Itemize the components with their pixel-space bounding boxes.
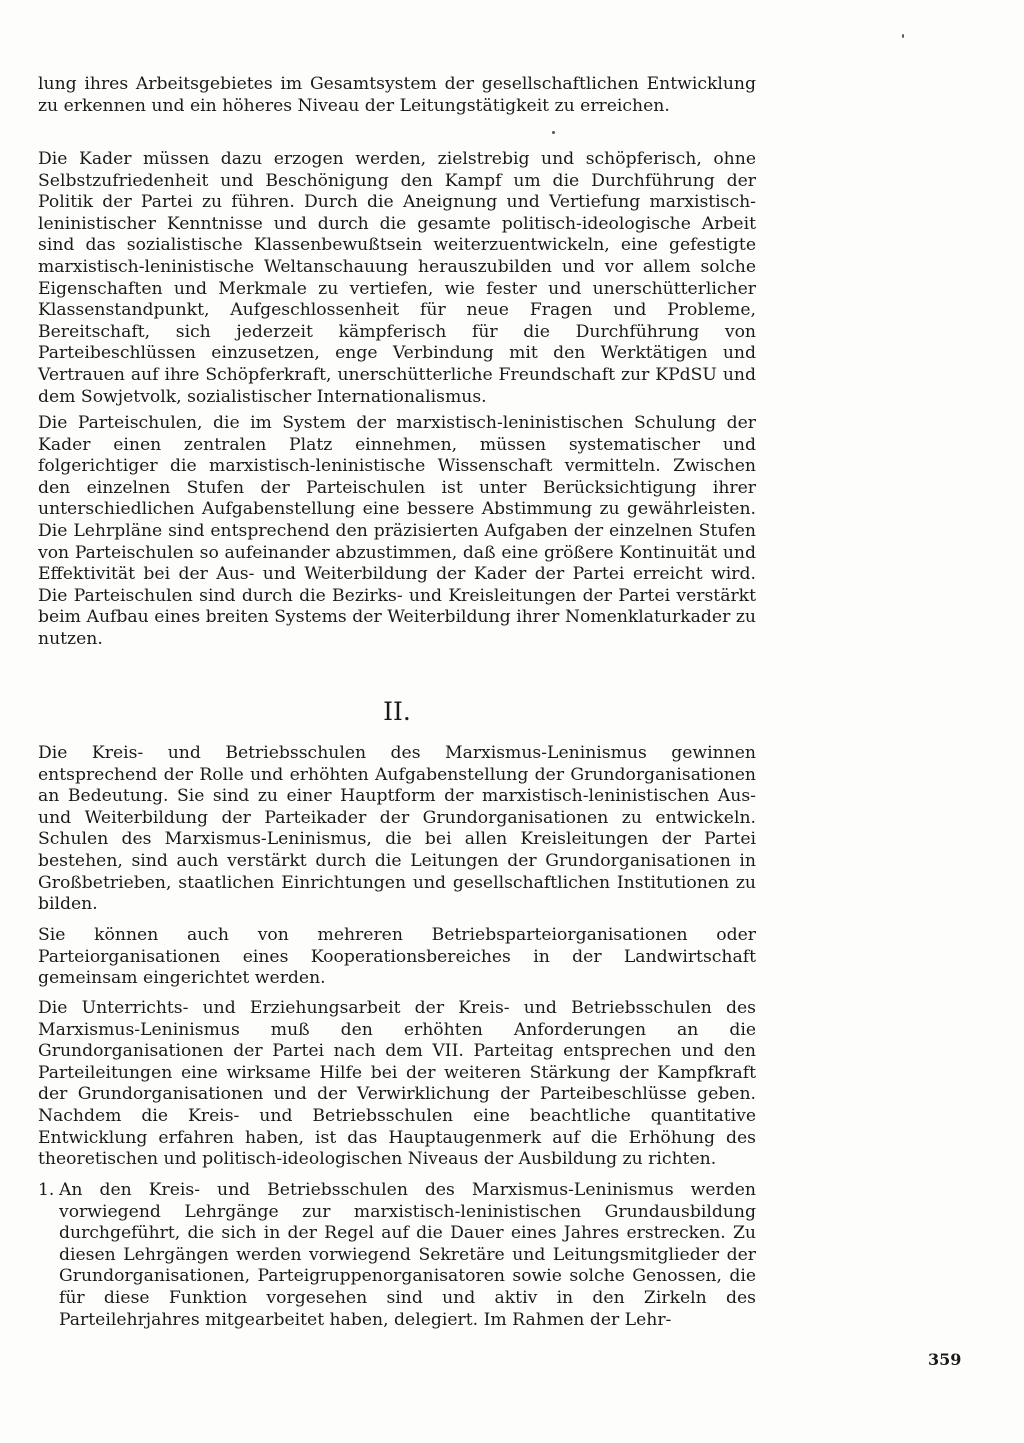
paragraph-text: lung ihres Arbeitsgebietes im Gesamtsystem der gesellschaftlichen Entwicklung zu erkennen und ein höheres Niveau der Leitungstätigkeit zu erreichen. (38, 74, 756, 116)
scan-speck (902, 34, 904, 38)
paragraph-continuation (38, 74, 756, 117)
paragraph-parteischulen (38, 413, 756, 651)
paragraph-kooperation (38, 925, 756, 990)
paragraph-kader (38, 149, 756, 408)
page-number: 359 (928, 1350, 962, 1369)
paragraph-text: Die Parteischulen, die im System der marxistisch-leninistischen Schulung der Kader einen zentralen Platz einnehmen, müssen systematischer und folgerichtiger die marxistisch-leninistische Wissenschaft vermitteln. Zwischen den einzelnen Stufen der Parteischulen ist unter Berücksichtigung ihrer unterschiedlichen Aufgabenstellung eine bessere Abstimmung zu gewährleisten. Die Lehrpläne sind entsprechend den präzisierten Aufgaben der einzelnen Stufen von Parteischulen so aufeinander abzustimmen, daß eine größere Kontinuität und Effektivität bei der Aus- und Weiterbildung der Kader der Partei erreicht wird. Die Parteischulen sind durch die Bezirks- und Kreisleitungen der Partei verstärkt beim Aufbau eines breiten Systems der Weiterbildung ihrer Nomenklaturkader zu nutzen. (38, 413, 756, 649)
item-text: An den Kreis- und Betriebsschulen des Marxismus-Leninismus werden vorwiegend Lehrgänge zur marxistisch-leninistischen Grundausbildung durchgeführt, die sich in der Regel auf die Dauer eines Jahres erstrecken. Zu diesen Lehrgängen werden vorwiegend Sekretäre und Leitungsmitglieder der Grundorganisationen, Parteigruppenorganisatoren sowie solche Genossen, die für diese Funktion vorgesehen sind und aktiv in den Zirkeln des Parteilehrjahres mitgearbeitet haben, delegiert. Im Rahmen der Lehr- (59, 1180, 756, 1330)
paragraph-text: Die Unterrichts- und Erziehungsarbeit der Kreis- und Betriebsschulen des Marxismus-Leninismus muß den erhöhten Anforderungen an die Grundorganisationen der Partei nach dem VII. Parteitag entsprechen und den Parteileitungen eine wirksame Hilfe bei der weiteren Stärkung der Kampfkraft der Grundorganisationen und der Verwirklichung der Parteibeschlüsse geben. Nachdem die Kreis- und Betriebsschulen eine beachtliche quantitative Entwicklung erfahren haben, ist das Hauptaugenmerk auf die Erhöhung des theoretischen und politisch-ideologischen Niveaus der Ausbildung zu richten. (38, 998, 756, 1170)
paragraph-text: Sie können auch von mehreren Betriebsparteiorganisationen oder Parteiorganisationen eines Kooperationsbereiches in der Landwirtschaft gemeinsam eingerichtet werden. (38, 925, 756, 989)
numbered-item (38, 1180, 756, 1331)
paragraph-kreisschulen (38, 743, 756, 916)
item-number: 1. (38, 1180, 55, 1200)
paragraph-text: Die Kreis- und Betriebsschulen des Marxismus-Leninismus gewinnen entsprechend der Rolle und erhöhten Aufgabenstellung der Grundorganisationen an Bedeutung. Sie sind zu einer Hauptform der marxistisch-leninistischen Aus- und Weiterbildung der Parteikader der Grundorganisationen zu entwickeln. Schulen des Marxismus-Leninismus, die bei allen Kreisleitungen der Partei bestehen, sind auch verstärkt durch die Leitungen der Grundorganisationen in Großbetrieben, staatlichen Einrichtungen und gesellschaftlichen Institutionen zu bilden. (38, 743, 756, 915)
section-heading: II. (383, 697, 411, 726)
paragraph-unterricht (38, 998, 756, 1171)
scan-speck (552, 131, 555, 134)
paragraph-text: Die Kader müssen dazu erzogen werden, zielstrebig und schöpferisch, ohne Selbstzufriedenheit und Beschönigung den Kampf um die Durchführung der Politik der Partei zu führen. Durch die Aneignung und Vertiefung marxistisch-leninistischer Kenntnisse und durch die gesamte politisch-ideologische Arbeit sind das sozialistische Klassenbewußtsein weiterzuentwickeln, eine gefestigte marxistisch-leninistische Weltanschauung herauszubilden und vor allem solche Eigenschaften und Merkmale zu vertiefen, wie fester und unerschütterlicher Klassenstandpunkt, Aufgeschlossenheit für neue Fragen und Probleme, Bereitschaft, sich jederzeit kämpferisch für die Durchführung von Parteibeschlüssen einzusetzen, enge Verbindung mit den Werktätigen und Vertrauen auf ihre Schöpferkraft, unerschütterliche Freundschaft zur KPdSU und dem Sowjetvolk, sozialistischer Internationalismus. (38, 149, 756, 407)
